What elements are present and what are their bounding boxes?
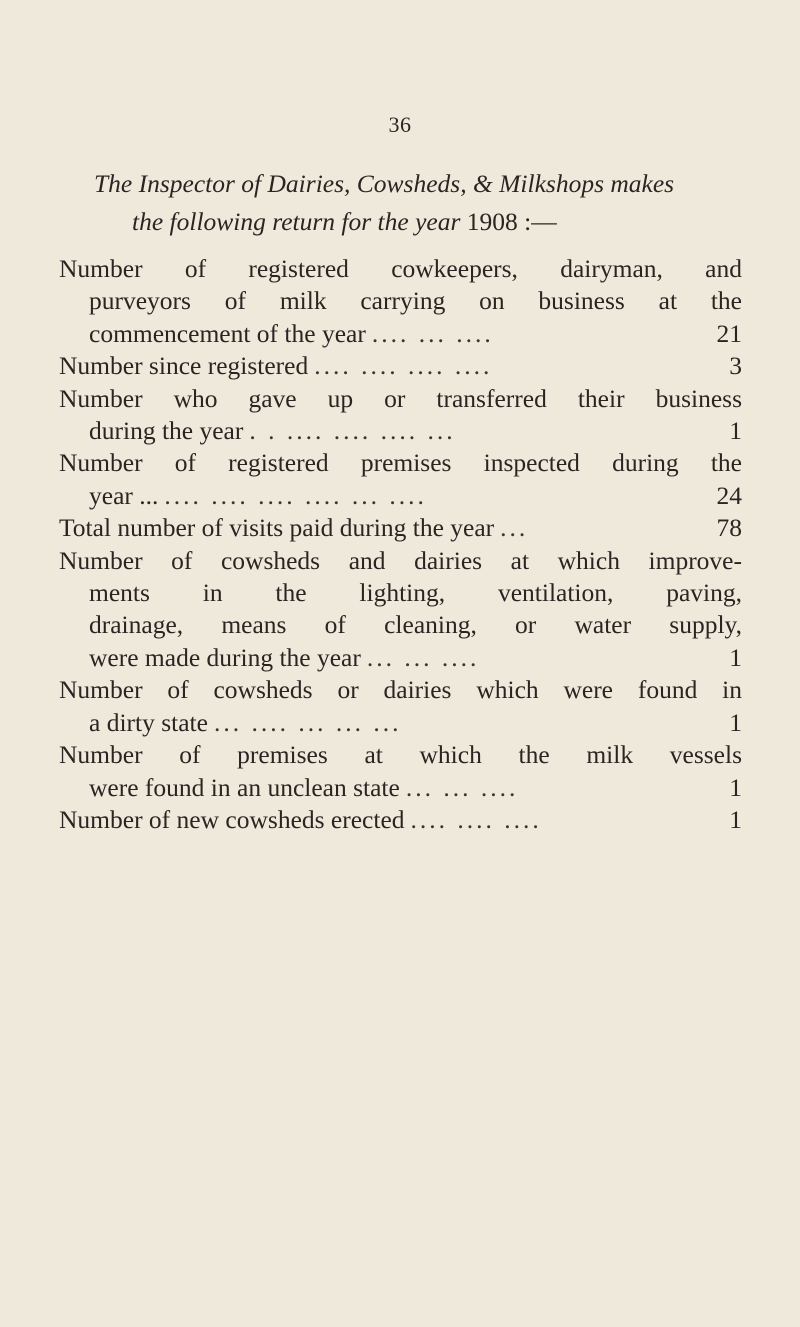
return-entry (59, 350, 742, 382)
intro-line-2 (94, 203, 754, 241)
dot-leader: ... ... .... (366, 642, 480, 672)
return-entry (59, 674, 742, 739)
entry-label: Number of new cowsheds erected (59, 804, 405, 834)
entry-final-line (59, 480, 742, 512)
entry-value: 1 (729, 642, 742, 672)
return-year: 1908 (466, 207, 518, 236)
entry-final-line (59, 707, 742, 739)
dot-leader: ... (500, 513, 529, 543)
dot-leader: .... .... .... .... (314, 351, 493, 381)
dot-leader: .... .... .... .... ... .... (164, 480, 427, 510)
entry-label: Number since registered (59, 351, 309, 381)
entry-text-line: purveyors of milk carrying on business at the (89, 286, 742, 316)
entry-value: 78 (716, 513, 742, 543)
entry-value: 1 (729, 416, 742, 446)
entry-label: were found in an unclean state (89, 772, 400, 802)
entry-text-line: Number of premises at which the milk vessels (59, 740, 742, 770)
intro-line-2-tail: :— (524, 207, 557, 236)
page-number: 36 (388, 112, 412, 137)
return-entry (59, 804, 742, 836)
entry-text-line: Number of cowsheds and dairies at which improve- (59, 545, 742, 575)
return-entry (59, 447, 742, 512)
entry-final-line (59, 804, 742, 836)
entry-final-line (59, 350, 742, 382)
entry-text-line: Number of registered cowkeepers, dairyman, and (59, 254, 742, 283)
entry-final-line (59, 415, 742, 447)
intro-line-1: The Inspector of Dairies, Cowsheds, & Milkshops makes (94, 169, 675, 198)
entry-value: 3 (729, 351, 742, 381)
return-entry (59, 253, 742, 350)
entry-label: Total number of visits paid during the year (59, 513, 495, 543)
intro-line-2-text: the following return for the year (132, 207, 461, 236)
entry-text-line: Number of cowsheds or dairies which were found in (59, 675, 742, 705)
entry-value: 1 (729, 707, 742, 737)
entry-label: a dirty state (89, 707, 208, 737)
entry-text-line: Number of registered premises inspected during the (59, 448, 742, 478)
entry-final-line (59, 642, 742, 674)
return-entries-list (59, 253, 742, 836)
entry-label: were made during the year (89, 642, 361, 672)
dot-leader: .... .... .... (410, 804, 542, 834)
entry-value: 1 (729, 804, 742, 834)
entry-label: commencement of the year (89, 318, 366, 348)
dot-leader: ... .... ... ... ... (213, 707, 402, 737)
return-entry (59, 512, 742, 544)
dot-leader: .... ... .... (371, 318, 494, 348)
dot-leader: ... ... .... (405, 772, 519, 802)
dot-leader: . . .... .... .... ... (249, 416, 456, 446)
entry-label: year ... (89, 480, 159, 510)
return-entry (59, 383, 742, 448)
intro-paragraph (94, 165, 754, 241)
entry-final-line (59, 318, 742, 350)
entry-text-line: ments in the lighting, ventilation, paving, (89, 578, 742, 608)
entry-value: 1 (729, 772, 742, 802)
return-entry (59, 739, 742, 804)
entry-text-line: drainage, means of cleaning, or water supply, (89, 610, 742, 640)
entry-label: during the year (89, 416, 244, 446)
entry-value: 21 (716, 318, 742, 348)
return-entry (59, 545, 742, 675)
entry-final-line (59, 512, 742, 544)
entry-text-line: Number who gave up or transferred their business (59, 383, 742, 413)
entry-value: 24 (716, 480, 742, 510)
entry-final-line (59, 772, 742, 804)
